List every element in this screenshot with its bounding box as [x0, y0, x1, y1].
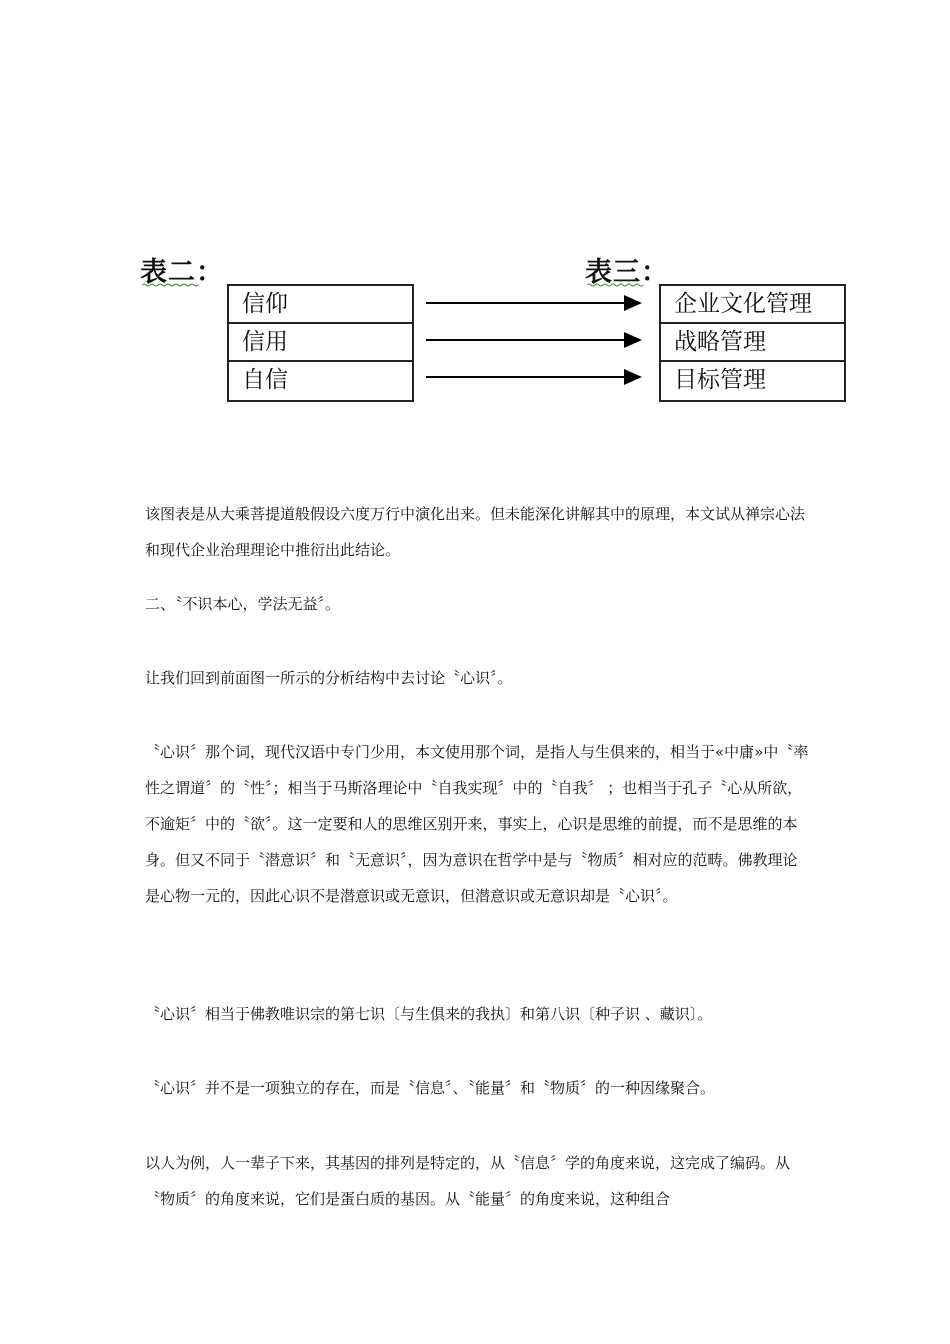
paragraph-7: 以人为例，人一辈子下来，其基因的排列是特定的，从〝信息〞学的角度来说，这完成了编码。从〝物质〞的角度来说，它们是蛋白质的基因。从〝能量〞的角度来说，这种组合 [145, 1154, 791, 1208]
arrow-3 [426, 369, 642, 385]
paragraph-2: 二、〝不识本心，学法无益〞。 [145, 595, 341, 613]
paragraph-5: 〝心识〞相当于佛教唯识宗的第七识〔与生俱来的我执〕和第八识〔种子识 、藏识〕。 [145, 1005, 713, 1023]
paragraph-1: 该图表是从大乘菩提道般假设六度万行中演化出来。但未能深化讲解其中的原理，本文试从禅宗心法 和现代企业治理理论中推衍出此结论。 [145, 505, 806, 559]
arrow-2 [426, 332, 642, 348]
spellcheck-underline-left [142, 283, 200, 287]
left-table-cell: 自信 [242, 367, 288, 393]
arrow-1 [426, 295, 642, 311]
spellcheck-underline-right [587, 283, 645, 287]
left-table [227, 284, 414, 402]
right-table-cell: 战略管理 [661, 324, 844, 362]
right-table-cell: 企业文化管理 [661, 286, 844, 324]
left-table-cell: 信用 [229, 324, 412, 362]
arrows-group [426, 290, 646, 390]
paragraph-4: 〝心识〞那个词，现代汉语中专门少用，本文使用那个词，是指人与生俱来的，相当于«中庸»中〝率性之谓道〞的〝性〞；相当于马斯洛理论中〝自我实现〞中的〝自我〞 ；也相当于孔子〝心从所欲，不逾矩〞中的〝欲〞。这一定要和人的思维区别开来，事实上，心识是思维的前提，而不是思维的本身。但又不同于〝潜意识〞和〝无意识〞，因为意识在哲学中是与〝物质〞相对应的范畴。佛教理论是心物一元的，因此心识不是潜意识或无意识，但潜意识或无意识却是〝心识〞。 [145, 743, 809, 905]
paragraph-6: 〝心识〞并不是一项独立的存在，而是〝信息〞、〝能量〞和〝物质〞的一种因缘聚合。 [145, 1079, 716, 1097]
right-table [659, 284, 846, 402]
table-three-label: 表三： [585, 257, 669, 288]
table-two-label: 表二： [140, 257, 224, 288]
left-table-cell: 信仰 [229, 286, 412, 324]
right-table-cell: 目标管理 [674, 367, 766, 393]
paragraph-3: 让我们回到前面图一所示的分析结构中去讨论〝心识〞。 [145, 669, 513, 687]
